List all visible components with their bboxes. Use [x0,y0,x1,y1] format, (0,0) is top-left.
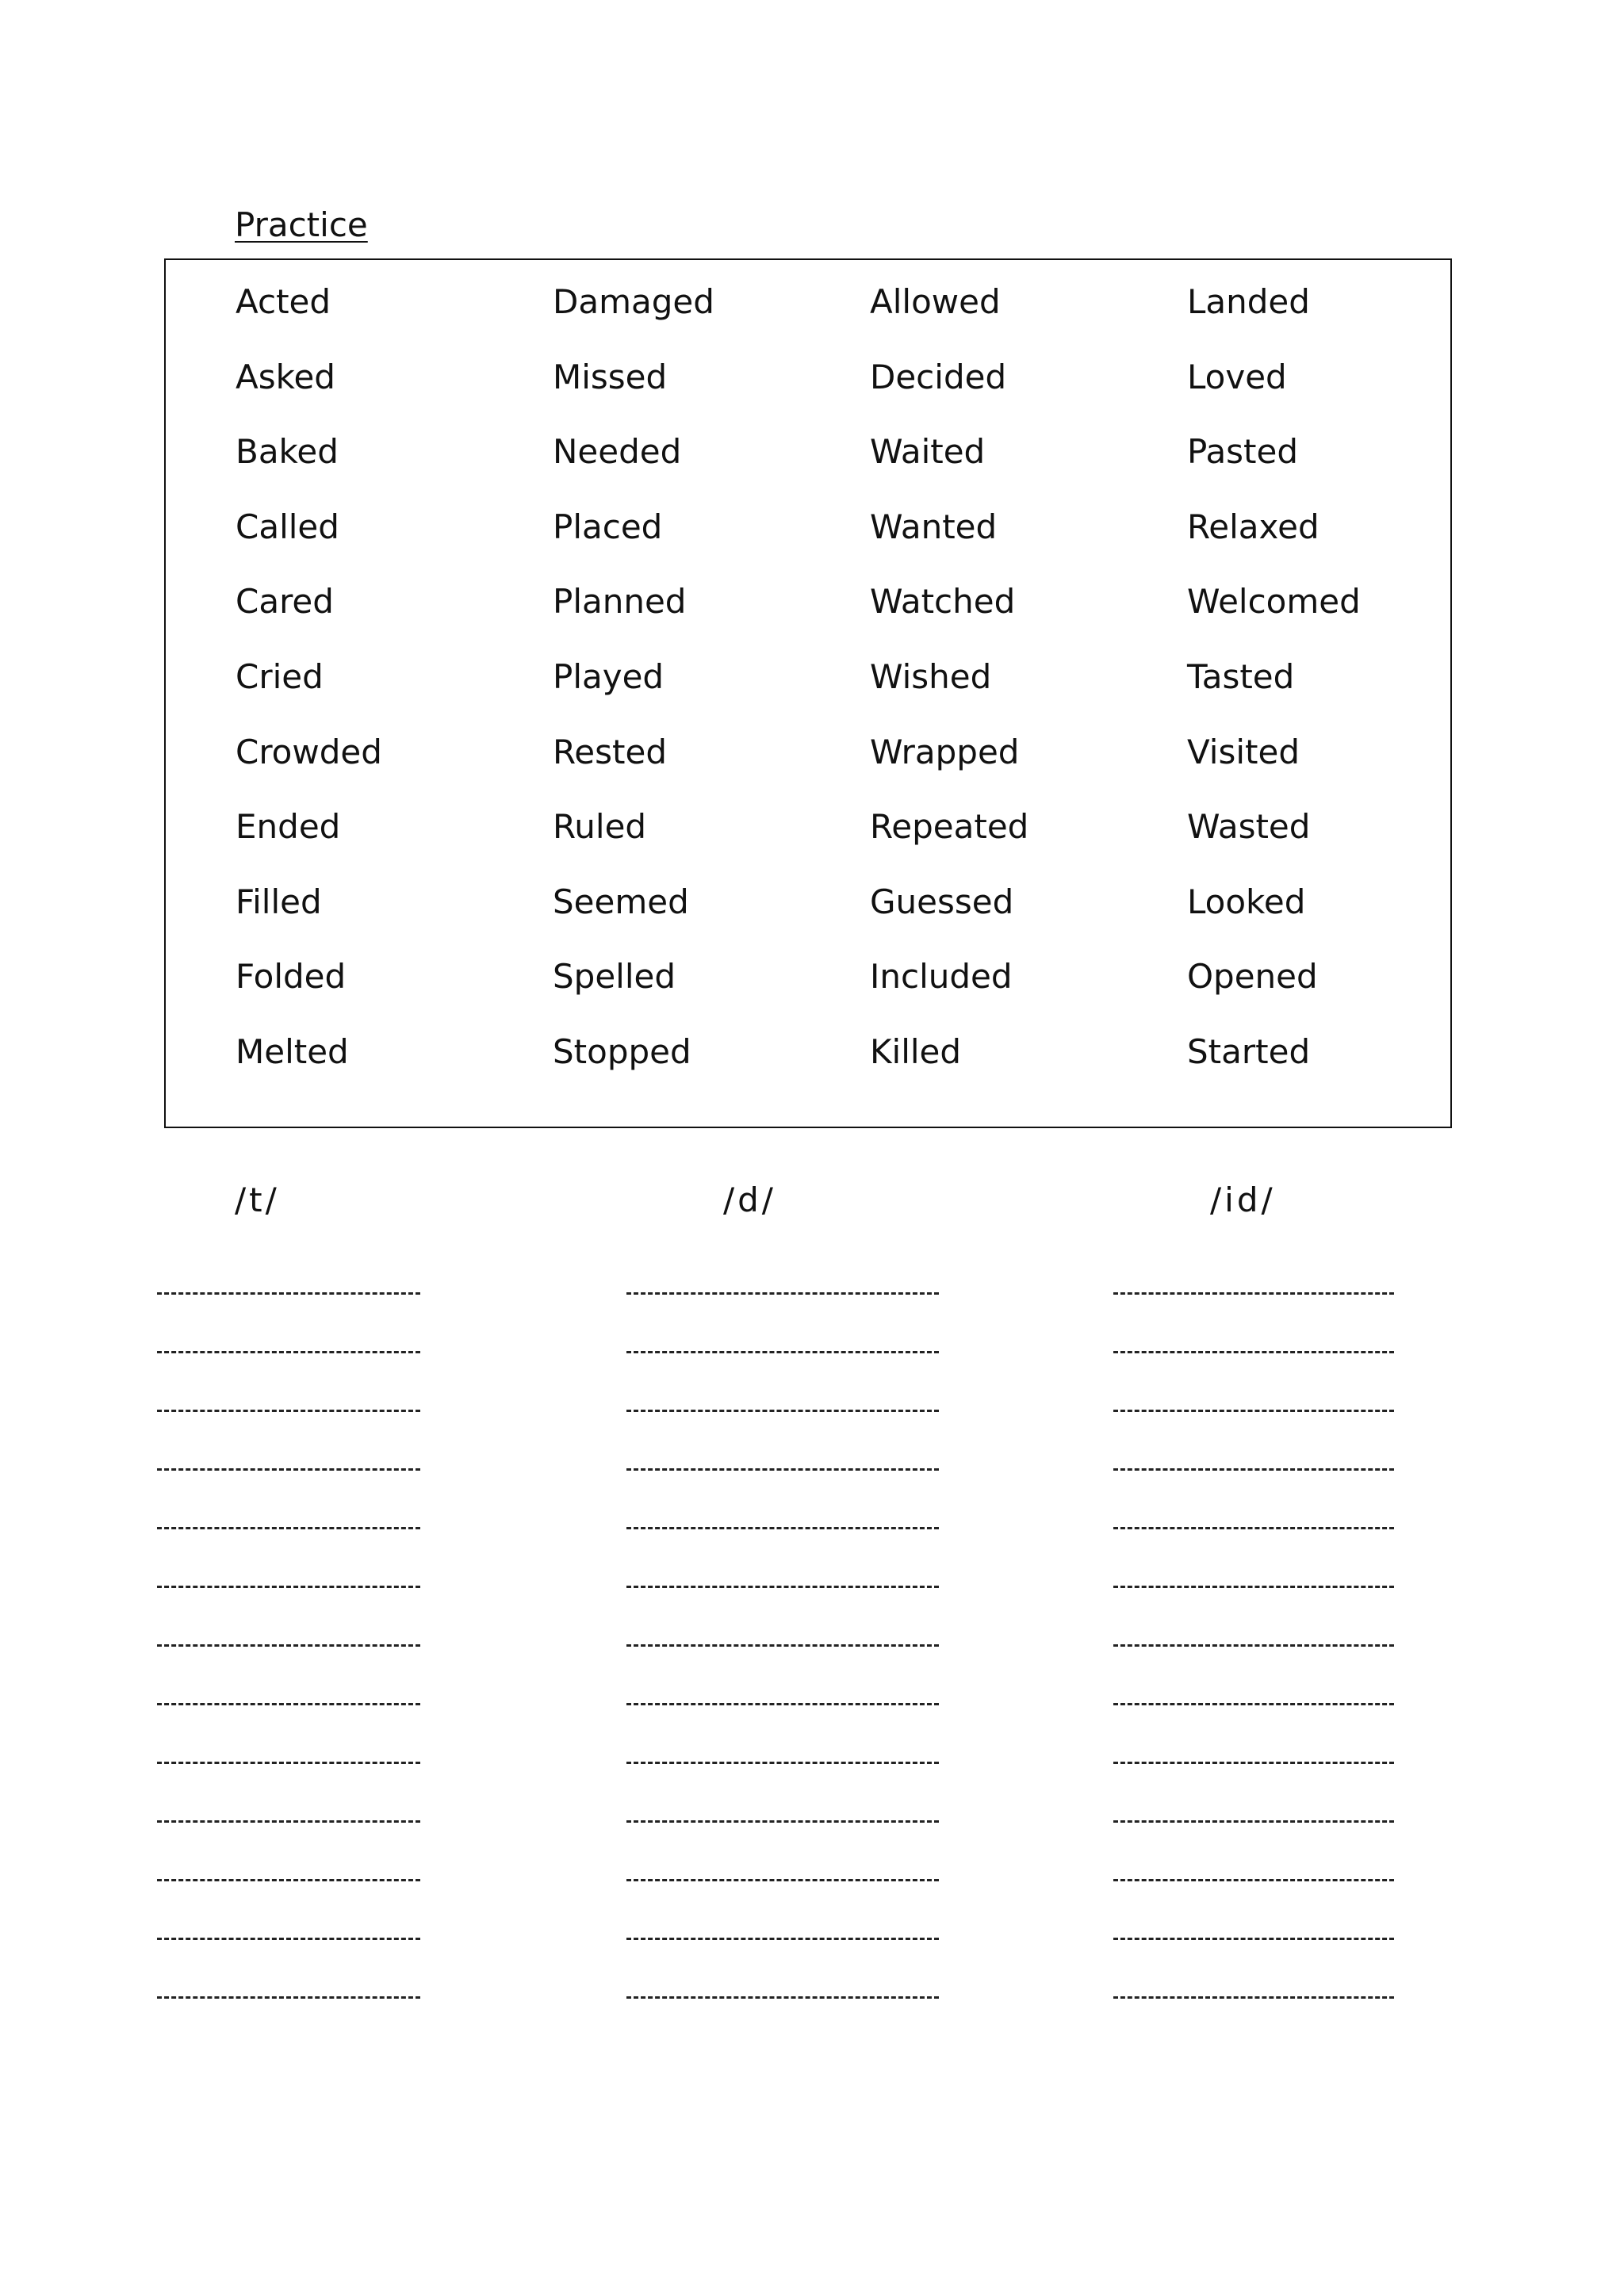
word-item: Ended [236,807,341,847]
answer-blank-line[interactable] [1113,1820,1394,1823]
word-item: Welcomed [1187,582,1361,622]
answer-blank-line[interactable] [626,1351,939,1353]
word-item: Pasted [1187,432,1299,472]
word-bank-grid [236,278,1504,1104]
word-item: Opened [1187,957,1318,997]
sound-header-d: /d/ [723,1181,776,1219]
word-item: Melted [236,1031,349,1071]
answer-blank-line[interactable] [626,1527,939,1529]
word-item: Started [1187,1031,1311,1071]
answer-blank-line[interactable] [157,1644,420,1647]
answer-blank-line[interactable] [1113,1996,1394,1999]
answer-blank-line[interactable] [157,1938,420,1940]
word-item: Repeated [870,807,1029,847]
answer-blank-line[interactable] [626,1703,939,1705]
word-item: Folded [236,957,347,997]
sound-header-t: /t/ [235,1181,280,1219]
word-item: Wrapped [870,732,1020,771]
word-item: Crowded [236,732,382,771]
answer-blank-line[interactable] [1113,1586,1394,1588]
word-item: Rested [553,732,667,771]
word-item: Decided [870,357,1007,396]
answer-blank-line[interactable] [626,1879,939,1881]
sound-header-id: /id/ [1210,1181,1276,1219]
word-item: Included [870,957,1013,997]
word-item: Ruled [553,807,647,847]
word-item: Loved [1187,357,1287,396]
word-item: Wanted [870,507,998,546]
word-item: Planned [553,582,687,622]
word-item: Relaxed [1187,507,1320,546]
answer-blank-line[interactable] [157,1996,420,1999]
word-item: Cared [236,582,334,622]
word-item: Wished [870,656,992,696]
answer-blank-line[interactable] [157,1762,420,1764]
answer-blank-line[interactable] [626,1820,939,1823]
word-item: Stopped [553,1031,691,1071]
answer-blank-line[interactable] [626,1292,939,1295]
word-item: Filled [236,882,322,921]
word-item: Seemed [553,882,689,921]
answer-column-id [1113,1292,1394,2055]
worksheet-heading: Practice [235,205,368,244]
word-item: Tasted [1187,656,1295,696]
word-item: Guessed [870,882,1014,921]
word-item: Waited [870,432,986,472]
answer-column-d [626,1292,939,2055]
word-item: Acted [236,282,331,321]
word-item: Wasted [1187,807,1311,847]
word-item: Called [236,507,339,546]
answer-blank-line[interactable] [157,1586,420,1588]
answer-blank-line[interactable] [157,1410,420,1412]
answer-blank-line[interactable] [1113,1644,1394,1647]
word-item: Asked [236,357,335,396]
word-item: Played [553,656,665,696]
answer-blank-line[interactable] [157,1292,420,1295]
answer-blank-line[interactable] [157,1468,420,1471]
word-item: Visited [1187,732,1300,771]
answer-blank-line[interactable] [157,1703,420,1705]
answer-blank-line[interactable] [626,1644,939,1647]
answer-blank-line[interactable] [1113,1703,1394,1705]
answer-blank-line[interactable] [1113,1938,1394,1940]
word-item: Watched [870,582,1016,622]
answer-blank-line[interactable] [626,1938,939,1940]
answer-column-t [157,1292,420,2055]
word-item: Killed [870,1031,962,1071]
answer-blank-line[interactable] [1113,1879,1394,1881]
answer-blank-line[interactable] [626,1586,939,1588]
word-item: Placed [553,507,663,546]
word-item: Needed [553,432,682,472]
answer-blank-line[interactable] [1113,1762,1394,1764]
answer-blank-line[interactable] [1113,1410,1394,1412]
word-item: Cried [236,656,324,696]
answer-blank-line[interactable] [157,1351,420,1353]
answer-blank-line[interactable] [1113,1351,1394,1353]
word-item: Baked [236,432,339,472]
answer-blank-line[interactable] [157,1820,420,1823]
word-bank-box [164,258,1452,1128]
answer-blank-line[interactable] [157,1527,420,1529]
answer-blank-line[interactable] [1113,1527,1394,1529]
answer-blank-line[interactable] [626,1762,939,1764]
answer-blank-line[interactable] [626,1996,939,1999]
answer-blank-line[interactable] [626,1410,939,1412]
answer-blank-line[interactable] [1113,1292,1394,1295]
word-item: Allowed [870,282,1001,321]
answer-blank-line[interactable] [157,1879,420,1881]
word-item: Looked [1187,882,1306,921]
word-item: Spelled [553,957,676,997]
word-item: Landed [1187,282,1310,321]
answer-blank-line[interactable] [1113,1468,1394,1471]
word-item: Missed [553,357,668,396]
word-item: Damaged [553,282,714,321]
answer-blank-line[interactable] [626,1468,939,1471]
